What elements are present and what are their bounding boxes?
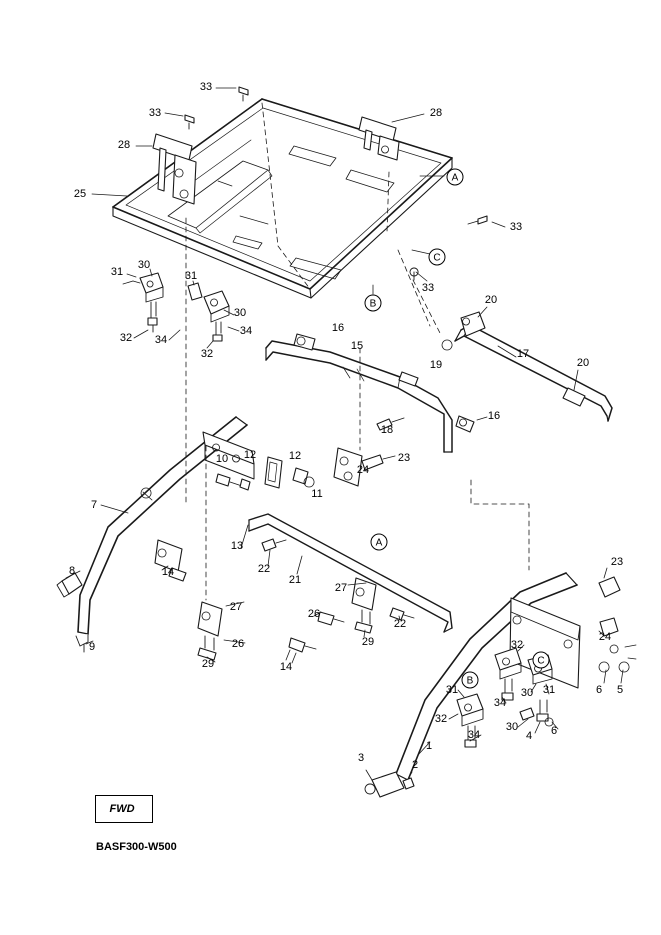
part-number-label: 33 bbox=[509, 221, 523, 233]
part-number-label: 6 bbox=[595, 684, 603, 696]
part-number-label: 12 bbox=[243, 449, 257, 461]
part-number-label: 32 bbox=[434, 713, 448, 725]
part-number-label: 27 bbox=[334, 582, 348, 594]
part-number-label: 24 bbox=[598, 631, 612, 643]
part-number-label: 14 bbox=[279, 661, 293, 673]
part-number-label: 7 bbox=[90, 499, 98, 511]
part-number-label: 33 bbox=[421, 282, 435, 294]
part-number-label: 4 bbox=[525, 730, 533, 742]
part-number-label: 34 bbox=[467, 729, 481, 741]
part-number-label: 8 bbox=[68, 565, 76, 577]
part-number-label: 32 bbox=[510, 639, 524, 651]
part-number-label: 31 bbox=[184, 270, 198, 282]
part-number-label: 29 bbox=[201, 658, 215, 670]
fwd-label: FWD bbox=[109, 803, 135, 815]
part-number-label: 5 bbox=[616, 684, 624, 696]
part-number-label: 28 bbox=[117, 139, 131, 151]
part-number-label: 33 bbox=[199, 81, 213, 93]
part-number-label: 16 bbox=[331, 322, 345, 334]
part-number-label: 31 bbox=[445, 684, 459, 696]
part-number-label: 13 bbox=[230, 540, 244, 552]
part-number-label: 26 bbox=[231, 638, 245, 650]
part-number-label: 22 bbox=[393, 618, 407, 630]
part-code-label: BASF300-W500 bbox=[96, 841, 177, 853]
section-callout-c: C bbox=[429, 249, 446, 266]
part-number-label: 31 bbox=[110, 266, 124, 278]
part-number-label: 12 bbox=[288, 450, 302, 462]
section-callout-b: B bbox=[462, 672, 479, 689]
section-callout-b: B bbox=[365, 295, 382, 312]
part-number-label: 24 bbox=[356, 464, 370, 476]
part-number-label: 32 bbox=[119, 332, 133, 344]
part-number-label: 19 bbox=[429, 359, 443, 371]
part-number-label: 9 bbox=[88, 641, 96, 653]
part-number-label: 34 bbox=[239, 325, 253, 337]
part-number-label: 20 bbox=[576, 357, 590, 369]
part-number-label: 15 bbox=[350, 340, 364, 352]
part-number-label: 17 bbox=[516, 348, 530, 360]
part-number-label: 23 bbox=[610, 556, 624, 568]
section-callout-c: C bbox=[533, 652, 550, 669]
section-callout-a: A bbox=[447, 169, 464, 186]
part-number-label: 34 bbox=[154, 334, 168, 346]
part-number-label: 18 bbox=[380, 424, 394, 436]
part-number-label: 14 bbox=[161, 566, 175, 578]
part-number-label: 22 bbox=[257, 563, 271, 575]
part-number-label: 10 bbox=[215, 453, 229, 465]
part-number-label: 28 bbox=[429, 107, 443, 119]
part-number-label: 6 bbox=[550, 725, 558, 737]
part-number-label: 2 bbox=[411, 759, 419, 771]
part-number-label: 20 bbox=[484, 294, 498, 306]
part-number-label: 30 bbox=[233, 307, 247, 319]
part-number-label: 29 bbox=[361, 636, 375, 648]
part-number-label: 30 bbox=[520, 687, 534, 699]
part-number-label: 1 bbox=[425, 740, 433, 752]
part-number-label: 30 bbox=[505, 721, 519, 733]
part-number-label: 3 bbox=[357, 752, 365, 764]
part-number-label: 34 bbox=[493, 697, 507, 709]
part-number-label: 21 bbox=[288, 574, 302, 586]
part-number-label: 23 bbox=[397, 452, 411, 464]
part-number-label: 11 bbox=[311, 488, 323, 500]
part-number-label: 27 bbox=[229, 601, 243, 613]
section-callout-a: A bbox=[371, 534, 388, 551]
part-number-label: 25 bbox=[73, 188, 87, 200]
part-number-label: 33 bbox=[148, 107, 162, 119]
part-number-label: 30 bbox=[137, 259, 151, 271]
part-number-label: 32 bbox=[200, 348, 214, 360]
part-number-label: 16 bbox=[487, 410, 501, 422]
part-number-label: 31 bbox=[542, 684, 556, 696]
part-number-label: 26 bbox=[307, 608, 321, 620]
